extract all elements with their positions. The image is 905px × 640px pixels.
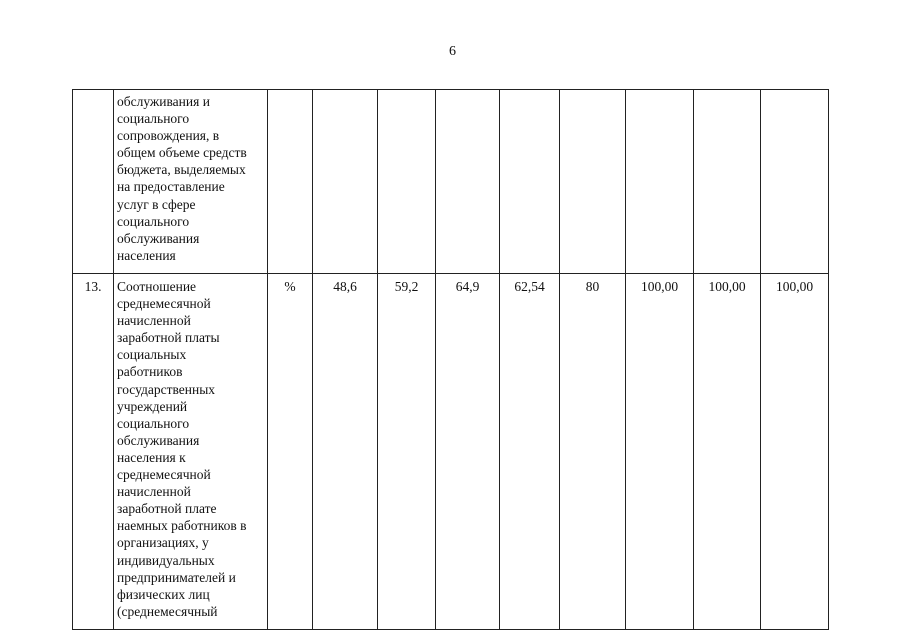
- indicator-description-cell: обслуживания и социального сопровождения, в общем объеме средств бюджета, выделяемых на предоставление услуг в сфере социального обслуживания населения: [114, 90, 268, 274]
- value-cell: 100,00: [694, 274, 761, 630]
- row-number-cell: [73, 90, 114, 274]
- value-cell: 64,9: [436, 274, 500, 630]
- page-number: 6: [449, 44, 456, 59]
- value-cell: 59,2: [378, 274, 436, 630]
- value-cell: [436, 90, 500, 274]
- value-cell: 100,00: [761, 274, 829, 630]
- value-cell: [560, 90, 626, 274]
- table-row-13: [73, 274, 829, 630]
- unit-cell: %: [268, 274, 313, 630]
- value-cell: 100,00: [626, 274, 694, 630]
- row-number-cell: 13.: [73, 274, 114, 630]
- value-cell: [761, 90, 829, 274]
- value-cell: [313, 90, 378, 274]
- unit-cell: [268, 90, 313, 274]
- value-cell: 80: [560, 274, 626, 630]
- table-row-continued: [73, 90, 829, 274]
- value-cell: [694, 90, 761, 274]
- indicator-description-cell: Соотношение среднемесячной начисленной заработной платы социальных работников государственных учреждений социального обслуживания населения к среднемесячной начисленной заработной плате наемных работников в организациях, у индивидуальных предпринимателей и физических лиц (среднемесячный: [114, 274, 268, 630]
- value-cell: 62,54: [500, 274, 560, 630]
- value-cell: [626, 90, 694, 274]
- value-cell: 48,6: [313, 274, 378, 630]
- value-cell: [500, 90, 560, 274]
- indicators-table: [72, 89, 829, 630]
- value-cell: [378, 90, 436, 274]
